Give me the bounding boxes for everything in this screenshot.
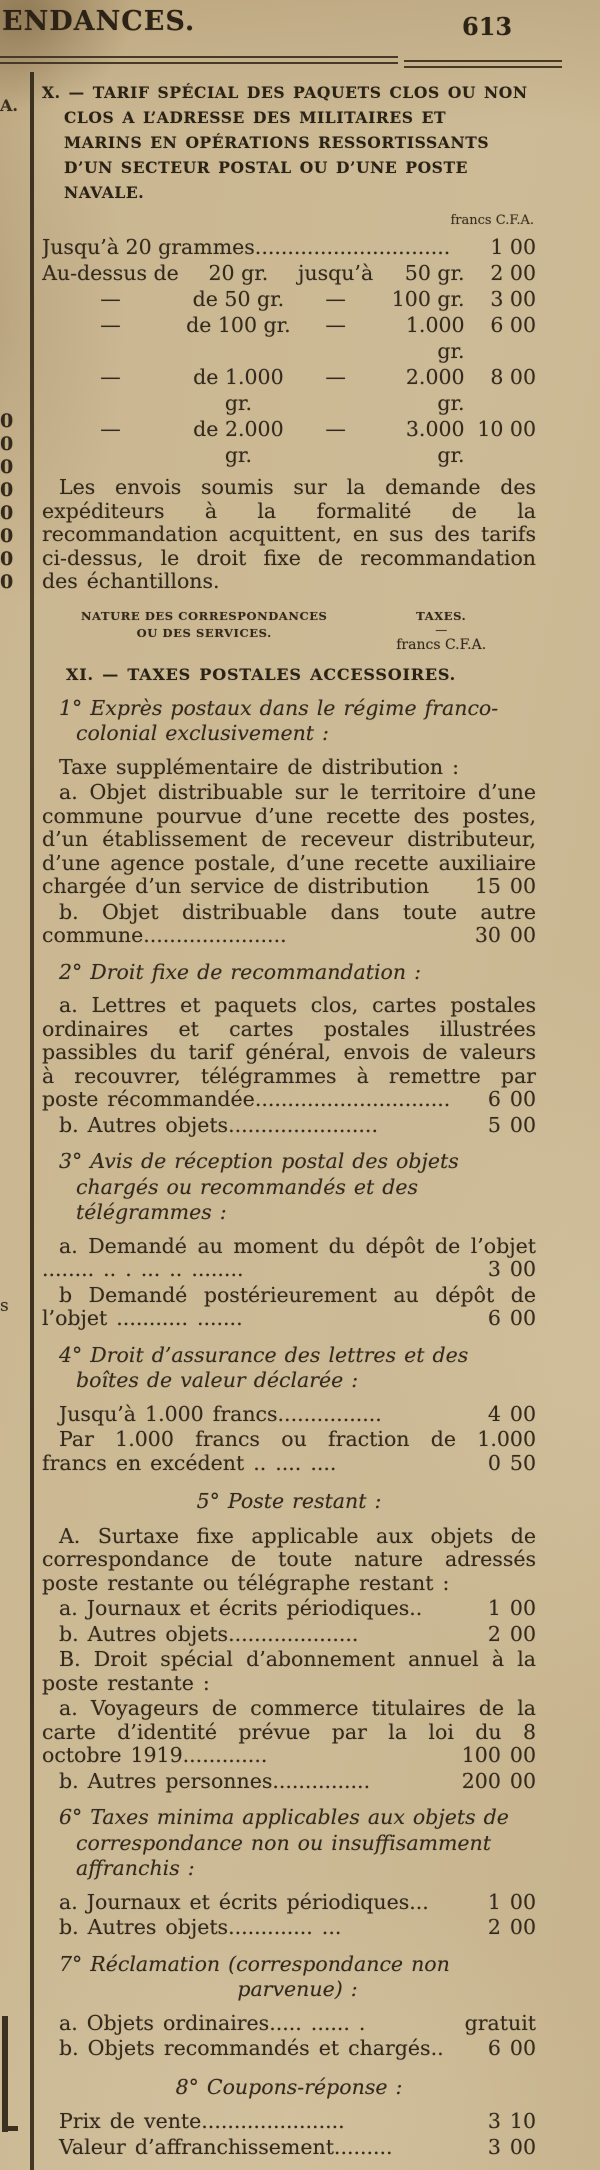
margin-zero: 0 [0,525,14,547]
tax-value: 10 00 [477,417,536,441]
nature-header-line2: OU DES SERVICES. [136,625,272,640]
tax-value: 6 00 [487,2036,536,2060]
tax-value: 3 00 [490,287,536,311]
taxes-table-header [42,608,536,655]
weight-range-to: 1.000 gr. [405,313,465,363]
item-1b-label: b. Objet distribuable dans toute autre commune...................... [42,899,536,947]
weight-range-label: Jusqu’à 20 grammes.............................. [42,235,451,259]
item-2-heading: 2° Droit fixe de recommandation : [59,959,422,984]
margin-zero: 0 [0,548,14,570]
margin-zero: 0 [0,571,14,593]
weight-range-to: 3.000 gr. [405,417,465,467]
item-7a [42,2012,536,2036]
weight-rate-row [42,312,536,364]
item-7-heading [42,1952,536,2003]
margin-zero: 0 [0,410,14,432]
tax-value: 3 00 [487,1257,536,1281]
tax-value: 1 00 [487,1889,536,1914]
weight-rate-row [42,416,536,468]
item-5-heading: 5° Poste restant : [196,1489,382,1513]
item-7b-label: b. Objets recommandés et chargés.. [59,2036,444,2060]
recommandation-paragraph: Les envois soumis sur la demande des expéditeurs à la formalité de la recommandation acquittent, en sus des tarifs ci-dessus, le droit fixe de recommandation des échantillons. [42,475,536,593]
tax-value: 6 00 [490,313,536,337]
page-number: 613 [462,12,513,41]
taxes-column-header [346,608,536,655]
weight-range-link: — [325,287,346,311]
item-3b-label: b Demandé postérieurement au dépôt de l’objet ........... ....... [42,1282,536,1330]
item-7-heading-line1: 7° Réclamation (correspondance non [59,1951,450,1976]
content-column [42,80,536,2161]
currency-label-top: francs C.F.A. [450,213,534,228]
margin-zero: 0 [0,456,14,478]
item-2b [42,1114,536,1138]
item-8a-label: Prix de vente...................... [59,2109,345,2133]
margin-zero: 0 [0,479,14,501]
nature-column-header [42,608,346,655]
item-7b [42,2037,536,2061]
margin-zero-fragments [0,410,16,594]
weight-rate-row [42,234,536,260]
weight-range-link: — [325,417,346,441]
item-4a-label: Jusqu’à 1.000 francs................ [59,1401,382,1426]
tax-value: 30 00 [474,923,536,947]
item-1-heading: 1° Exprès postaux dans le régime franco-colonial exclusivement : [59,695,499,745]
item-3-heading: 3° Avis de réception postal des objets chargés ou recommandés et des télégrammes : [59,1149,459,1224]
tax-value: 1 00 [487,1596,536,1620]
weight-range-prefix: — [100,313,121,337]
weight-rate-row [42,260,536,286]
item-1b [42,901,536,948]
margin-rule-fragment [2,2016,8,2132]
running-header: ENDANCES. [2,6,196,37]
tax-value: gratuit [464,2010,536,2035]
weight-range-from: de 50 gr. [192,287,285,311]
item-5Ab-label: b. Autres objets.................... [59,1621,359,1646]
item-2a-label: a. Lettres et paquets clos, cartes postales ordinaires et cartes postales illustrées passibles du tarif général, envois de valeurs à recouvrer, télégrammes à remettre par poste récommandée.............................. [42,993,536,1111]
tax-value: 3 00 [487,2134,536,2159]
item-1a [42,781,536,899]
item-4-heading: 4° Droit d’assurance des lettres et des boîtes de valeur déclarée : [59,1342,469,1392]
item-7a-label: a. Objets ordinaires..... ...... . [59,2010,366,2035]
weight-range-link: jusqu’à [298,261,374,285]
item-4a [42,1403,536,1427]
tax-value: 6 00 [487,1306,536,1330]
item-3a [42,1235,536,1282]
item-5Aa-label: a. Journaux et écrits périodiques.. [59,1596,423,1620]
item-4b-label: Par 1.000 francs ou fraction de 1.000 francs en excédent .. .... .... [42,1427,536,1475]
tax-value: 0 50 [487,1450,536,1475]
margin-rule-foot [2,2126,18,2131]
weight-range-from: de 100 gr. [186,313,291,337]
item-8b-label: Valeur d’affranchissement......... [59,2134,393,2159]
weight-range-from: 20 gr. [208,261,269,285]
item-6-heading: 6° Taxes minima applicables aux objets de correspondance non ou insuffisamment affranchis : [59,1805,509,1880]
margin-zero: 0 [0,502,14,524]
margin-fragment-s: s [0,1296,9,1316]
tax-value: 5 00 [487,1112,536,1137]
currency-label-table: francs C.F.A. [396,636,487,653]
item-2a [42,994,536,1112]
tax-value: 15 00 [474,874,536,898]
weight-range-prefix: — [100,287,121,311]
nature-header-line1: NATURE DES CORRESPONDANCES [80,608,328,623]
item-5Ba [42,1697,536,1768]
header-rule-right [404,60,562,68]
tax-value: 2 00 [487,1915,536,1939]
item-5A-intro: A. Surtaxe fixe applicable aux objets de correspondance de toute nature adressés poste restante ou télégraphe restant : [42,1523,536,1595]
section-x-heading: X. — TARIF SPÉCIAL DES PAQUETS CLOS OU NON CLOS A L’ADRESSE DES MILITAIRES ET MARINS EN OPÉRATIONS RESSORTISSANTS D’UN SECTEUR POSTAL OU D’UNE POSTE NAVALE. [42,83,528,202]
distribution-intro: Taxe supplémentaire de distribution : [59,754,460,779]
weight-range-from: de 1.000 gr. [193,365,284,415]
item-8b [42,2136,536,2160]
item-5Bb-label: b. Autres personnes............... [59,1768,371,1793]
tax-value: 8 00 [490,365,536,389]
item-5Ab [42,1623,536,1647]
weight-range-to: 50 gr. [404,261,465,285]
item-8-heading: 8° Coupons-réponse : [175,2074,403,2099]
section-xi-heading: XI. — TAXES POSTALES ACCESSOIRES. [66,664,457,684]
taxes-header-label: TAXES. [416,608,467,623]
weight-range-link: — [325,313,346,337]
column-divider-rule [30,72,34,2170]
item-1a-label: a. Objet distribuable sur le territoire d’une commune pourvue d’une recette des postes, d’un établissement de receveur distributeur, d’une agence postale, d’une recette auxiliaire chargée d’un service de distribution [42,780,536,898]
item-6a [42,1891,536,1915]
weight-rate-row [42,364,536,416]
item-7-heading-line2: parvenue) : [237,1977,358,2001]
item-8a [42,2110,536,2134]
item-5Bb [42,1770,536,1794]
tax-value: 100 00 [461,1743,536,1767]
tax-value: 2 00 [487,1621,536,1646]
weight-range-from: de 2.000 gr. [193,417,284,467]
item-4b [42,1428,536,1475]
tax-value: 2 00 [490,261,536,285]
weight-range-prefix: — [100,417,121,441]
weight-rate-row [42,286,536,312]
weight-rate-table [42,234,536,468]
item-6a-label: a. Journaux et écrits périodiques... [59,1889,429,1914]
tariff-blocks [42,696,536,2160]
item-3b [42,1284,536,1331]
weight-range-link: — [325,365,346,389]
header-rule-left [0,56,398,64]
item-3a-label: a. Demandé au moment du dépôt de l’objet ........ .. . ... .. ........ [42,1233,536,1281]
item-6b [42,1916,536,1940]
item-5Ba-label: a. Voyageurs de commerce titulaires de la carte d’identité prévue par la loi du 8 octobre 1919............. [42,1696,536,1767]
margin-zero: 0 [0,433,14,455]
item-6b-label: b. Autres objets............. ... [59,1915,342,1939]
tax-value: 3 10 [487,2109,536,2133]
weight-range-to: 2.000 gr. [405,365,465,415]
tax-value: 1 00 [490,235,536,259]
weight-range-to: 100 gr. [391,287,465,311]
item-5Aa [42,1597,536,1621]
taxes-header-dash: — [435,622,448,637]
weight-range-prefix: — [100,365,121,389]
item-2b-label: b. Autres objets....................... [59,1112,378,1137]
item-5B-intro: B. Droit spécial d’abonnement annuel à la poste restante : [42,1647,536,1695]
margin-fragment-a: A. [0,96,18,115]
tax-value: 4 00 [487,1401,536,1426]
tax-value: 200 00 [461,1768,536,1793]
tax-value: 6 00 [487,1087,536,1111]
weight-range-prefix: Au-dessus de [42,261,179,285]
